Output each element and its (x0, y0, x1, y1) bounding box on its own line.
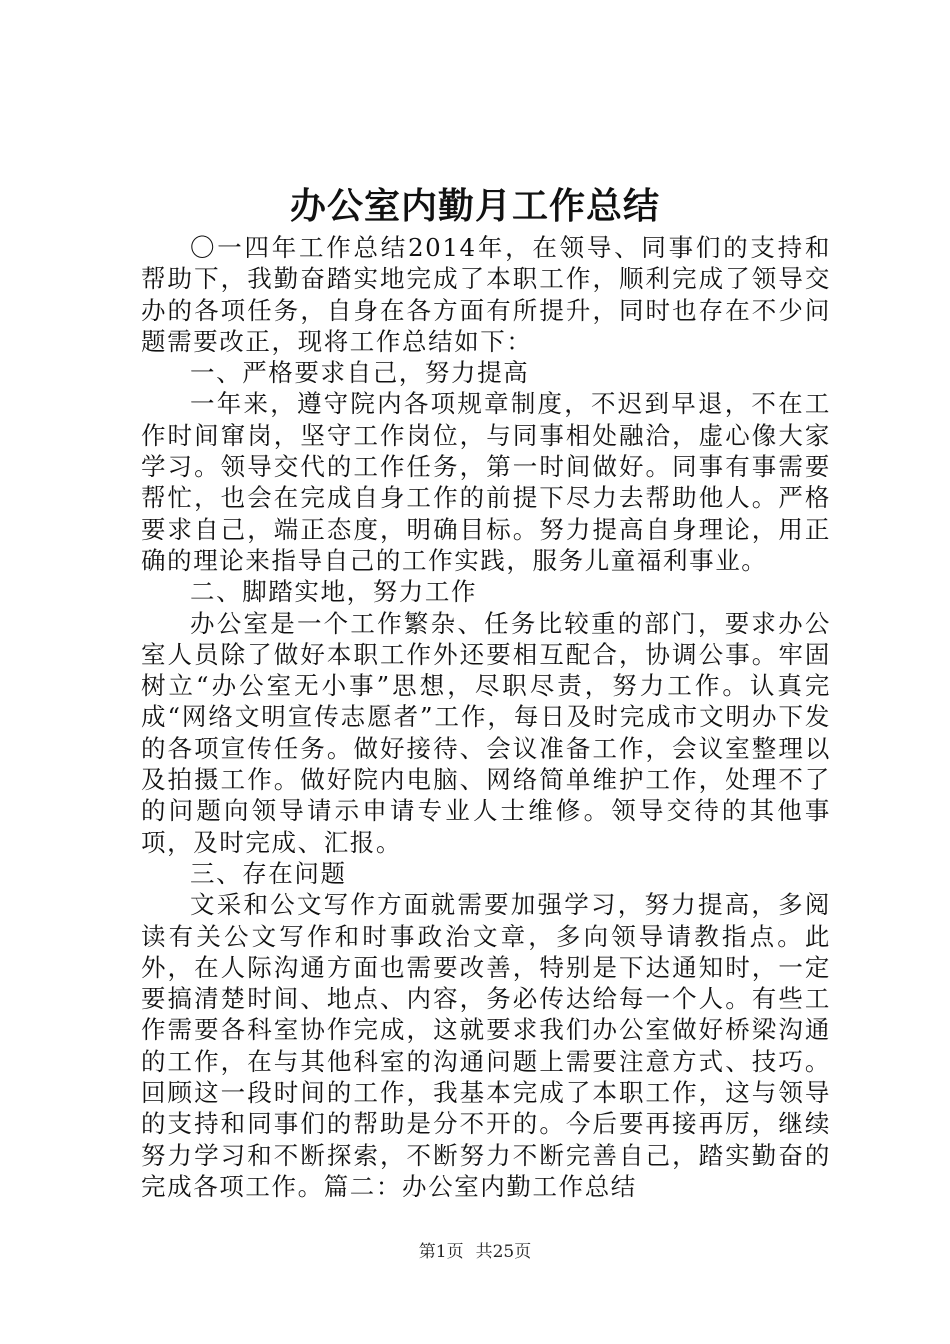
section-3-paragraph: 文采和公文写作方面就需要加强学习，努力提高，多阅读有关公文写作和时事政治文章，多向领导请教指点。此外，在人际沟通方面也需要改善，特别是下达通知时，一定要搞清楚时间、地点、内容，务必传达给每一个人。有些工作需要各科室协作完成，这就要求我们办公室做好桥梁沟通的工作，在与其他科室的沟通问题上需要注意方式、技巧。回顾这一段时间的工作，我基本完成了本职工作，这与领导的支持和同事们的帮助是分不开的。今后要再接再厉，继续努力学习和不断探索，不断努力不断完善自己，踏实勤奋的完成各项工作。篇二：办公室内勤工作总结 (141, 890, 831, 1201)
document-body (141, 232, 831, 1202)
section-1-paragraph: 一年来，遵守院内各项规章制度，不迟到早退，不在工作时间窜岗，坚守工作岗位，与同事相处融洽，虚心像大家学习。领导交代的工作任务，第一时间做好。同事有事需要帮忙，也会在完成自身工作的前提下尽力去帮助他人。严格要求自己，端正态度，明确目标。努力提高自身理论，用正确的理论来指导自己的工作实践，服务儿童福利事业。 (141, 389, 831, 575)
section-heading-2: 二、脚踏实地，努力工作 (190, 577, 478, 607)
document-title: 办公室内勤月工作总结 (289, 185, 660, 227)
page-total: 共25页 (475, 1242, 532, 1262)
section-heading-3: 三、存在问题 (190, 858, 347, 888)
section-2-paragraph: 办公室是一个工作繁杂、任务比较重的部门，要求办公室人员除了做好本职工作外还要相互配合，协调公事。牢固树立“办公室无小事”思想，尽职尽责，努力工作。认真完成“网络文明宣传志愿者”工作，每日及时完成市文明办下发的各项宣传任务。做好接待、会议准备工作，会议室整理以及拍摄工作。做好院内电脑、网络简单维护工作，处理不了的问题向领导请示申请专业人士维修。领导交待的其他事项，及时完成、汇报。 (141, 608, 831, 857)
intro-paragraph: 〇一四年工作总结2014年，在领导、同事们的支持和帮助下，我勤奋踏实地完成了本职工作，顺利完成了领导交办的各项任务，自身在各方面有所提升，同时也存在不少问题需要改正，现将工作总结如下： (141, 233, 831, 356)
page-footer (0, 1240, 950, 1264)
section-heading-1: 一、严格要求自己，努力提高 (190, 358, 530, 388)
page-number: 第1页 (418, 1242, 464, 1262)
